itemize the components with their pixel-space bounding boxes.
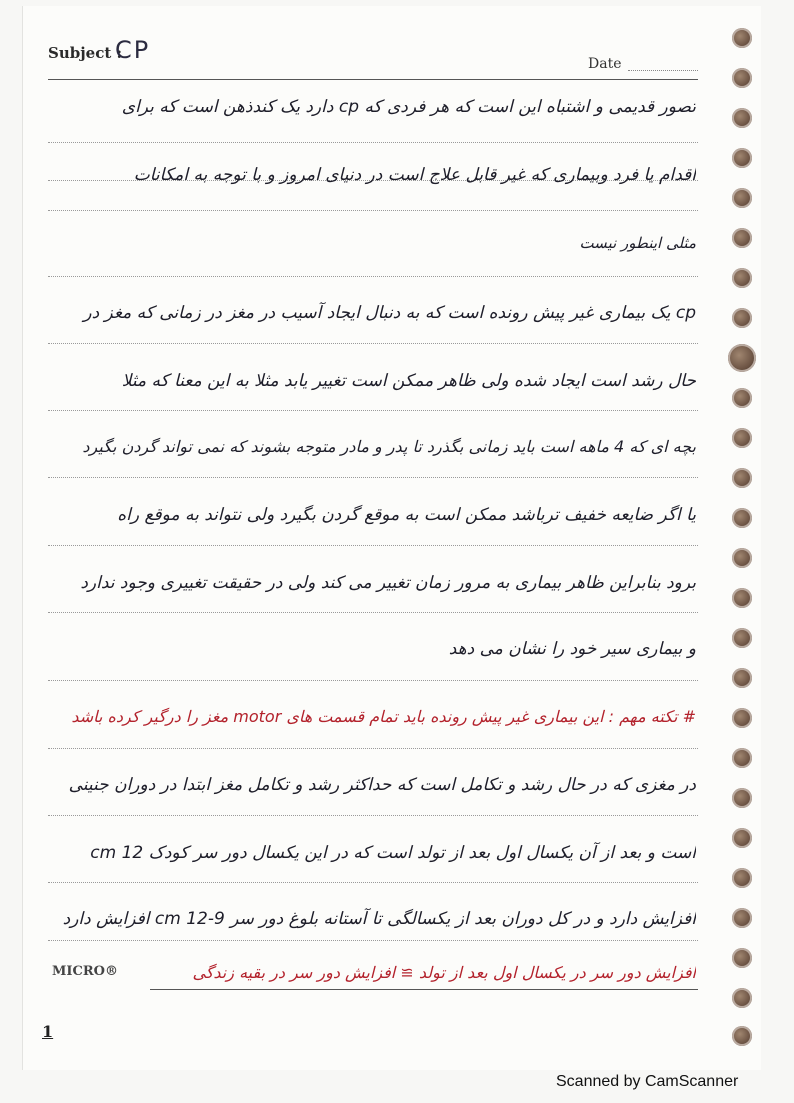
text-line-1: تصور قدیمی و اشتباه این است که هر فردی که cp دارد یک کندذهن است که برای — [121, 97, 696, 117]
spiral-hole — [732, 68, 752, 88]
spiral-hole — [732, 1026, 752, 1046]
spiral-hole — [732, 588, 752, 608]
ruled-line — [48, 815, 698, 816]
spiral-hole — [732, 188, 752, 208]
ruled-line — [48, 142, 698, 143]
text-line-3: مثلی اینطور نیست — [579, 234, 696, 252]
spiral-hole — [732, 868, 752, 888]
text-line-8: برود بنابراین ظاهر بیماری به مرور زمان تغییر می کند ولی در حقیقت تغییری وجود ندارد — [80, 573, 696, 593]
spiral-hole — [732, 228, 752, 248]
spiral-hole — [732, 108, 752, 128]
text-line-12: است و بعد از آن یکسال اول بعد از تولد است که در این یکسال دور سر کودک 12 cm — [90, 843, 696, 863]
ruled-line — [48, 343, 698, 344]
spiral-hole — [732, 428, 752, 448]
page-number: 1 — [42, 1022, 54, 1041]
ruled-line — [48, 680, 698, 681]
spiral-hole — [732, 148, 752, 168]
subject-label: Subject : — [48, 44, 123, 62]
spiral-hole — [732, 388, 752, 408]
ruled-line — [48, 477, 698, 478]
spiral-hole — [732, 508, 752, 528]
header-rule — [48, 79, 698, 80]
spiral-hole — [732, 668, 752, 688]
ruled-line — [48, 410, 698, 411]
ruled-line — [48, 882, 698, 883]
spiral-hole — [732, 908, 752, 928]
ruled-line — [48, 748, 698, 749]
text-line-7: یا اگر ضایعه خفیف ترباشد ممکن است به موقع گردن بگیرد ولی نتواند به موقع راه — [117, 505, 696, 525]
spiral-hole — [732, 828, 752, 848]
text-line-13: افزایش دارد و در کل دوران بعد از یکسالگی تا آستانه بلوغ دور سر 9-12 cm افزایش دارد — [62, 909, 696, 929]
text-line-6: بچه ای که 4 ماهه است باید زمانی بگذرد تا پدر و مادر متوجه بشوند که نمی تواند گردن بگیرد — [82, 437, 696, 456]
spiral-hole — [732, 468, 752, 488]
spiral-hole — [732, 628, 752, 648]
ruled-line — [48, 612, 698, 613]
spiral-hole — [732, 748, 752, 768]
micro-brand-logo: MICRO® — [52, 964, 118, 979]
text-line-11: در مغزی که در حال رشد و تکامل است که حداکثر رشد و تکامل مغز ابتدا در دوران جنینی — [68, 775, 696, 795]
spiral-hole — [732, 268, 752, 288]
spiral-hole — [732, 28, 752, 48]
ruled-line — [48, 940, 698, 941]
ruled-line — [48, 276, 698, 277]
text-line-5: حال رشد است ایجاد شده ولی ظاهر ممکن است تغییر یابد مثلا به این معنا که مثلا — [121, 371, 696, 391]
text-line-9: و بیماری سیر خود را نشان می دهد — [448, 639, 696, 659]
spiral-hole — [732, 788, 752, 808]
spiral-hole — [728, 344, 756, 372]
spiral-hole — [732, 948, 752, 968]
scanner-watermark: Scanned by CamScanner — [556, 1073, 739, 1090]
date-dotted-line — [628, 70, 698, 71]
spiral-hole — [732, 548, 752, 568]
text-line-10-note: # تکته مهم : این بیماری غیر پیش رونده باید تمام قسمت های motor مغز را درگیر کرده باشد — [71, 707, 696, 726]
date-label: Date — [588, 56, 622, 72]
bottom-rule — [150, 989, 698, 990]
ruled-line — [48, 545, 698, 546]
spiral-hole — [732, 708, 752, 728]
text-line-14-summary: افزایش دور سر در یکسال اول بعد از تولد ≅ افزایش دور سر در بقیه زندگی — [192, 963, 696, 982]
text-line-4: cp یک بیماری غیر پیش رونده است که به دنبال ایجاد آسیب در مغز در زمانی که مغز در — [83, 303, 696, 323]
spiral-hole — [732, 988, 752, 1008]
subject-value: CP — [115, 36, 151, 64]
spiral-hole — [732, 308, 752, 328]
text-line-2: اقدام یا فرد وبیماری که غیر قابل علاج است در دنیای امروز و با توجه به امکانات — [133, 165, 696, 185]
ruled-line — [48, 210, 698, 211]
